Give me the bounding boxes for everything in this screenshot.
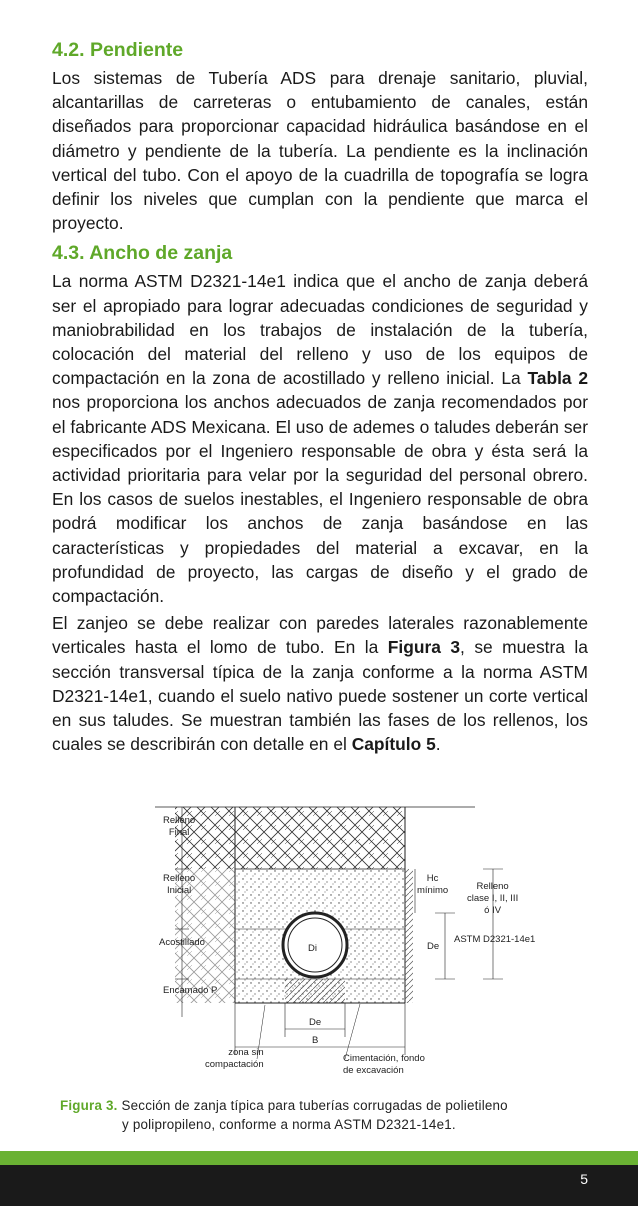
tabla-2-ref: Tabla 2 (527, 368, 589, 389)
label-relleno-inicial: Relleno Inicial (163, 873, 196, 896)
label-cimentacion: Cimentación, fondo de excavación (343, 1053, 425, 1076)
figure-caption (60, 1096, 590, 1134)
figura-3-ref: Figura 3 (387, 637, 461, 658)
label-di: Di (308, 943, 317, 954)
page-content (52, 38, 588, 759)
trench-diagram (145, 797, 565, 1097)
section-title-ancho-zanja: 4.3. Ancho de zanja (52, 242, 233, 265)
paragraph-ancho-zanja-1: La norma ASTM D2321-14e1 indica que el ancho de zanja deberá ser el apropiado para lograr adecuadas condiciones de seguridad y maniobrabilidad en los trabajos de instalación de la tubería, colocación del material del relleno y uso de los equipos de compactación en la zona de acostillado y relleno inicial. La Tabla 2 nos proporciona los anchos adecuados de zanja recomendados por el fabricante ADS Mexicana. El uso de ademes o taludes deberán ser especificados por el Ingeniero responsable de obra y ésta será la actividad prioritaria para velar por la seguridad del personal obrero. En los casos de suelos inestables, el Ingeniero responsable de obra podrá modificar los anchos de zanja basándose en las características y propiedades del material a excavar, en la profundidad de proyecto, las cargas de diseño y el grado de compactación. (52, 271, 589, 607)
label-de-bottom: De (309, 1017, 322, 1028)
page-number: 5 (580, 1171, 588, 1187)
paragraph-ancho-zanja-2: El zanjeo se debe realizar con paredes laterales razonablemente verticales hasta el lomo de tubo. En la Figura 3, se muestra la sección transversal típica de la zanja conforme a la norma ASTM D2321-14e1, cuando el suelo nativo puede sostener un corte vertical en sus taludes. Se muestran también las fases de los rellenos, los cuales se describirán con detalle en el Capítulo 5. (52, 613, 588, 755)
caption-figure-number: Figura 3. (60, 1098, 118, 1113)
label-acostillado: Acostillado (159, 937, 205, 948)
capitulo-5-ref: Capítulo 5 (351, 734, 436, 755)
label-de-right: De (427, 941, 440, 952)
label-hc: Hc mínimo (417, 873, 449, 896)
label-astm: ASTM D2321-14e1 (454, 934, 536, 945)
label-b: B (312, 1035, 319, 1046)
label-encamado: Encamado P (163, 985, 218, 996)
caption-line-1: Sección de zanja típica para tuberías corrugadas de polietileno (117, 1098, 508, 1113)
label-relleno-final: Relleno Final (163, 815, 196, 838)
section-title-pendiente: 4.2. Pendiente (52, 39, 184, 61)
paragraph-pendiente: Los sistemas de Tubería ADS para drenaje sanitario, pluvial, alcantarillas de carreteras o entubamiento de canales, están diseñados para proporcionar capacidad hidráulica basándose en el diámetro y pendiente de la tubería. La pendiente es la inclinación vertical del tubo. Con el apoyo de la cuadrilla de topografía se logra definir los niveles que cumplan con la pendiente que marca el proyecto. (52, 68, 588, 234)
footer-green-bar (0, 1151, 638, 1165)
relleno-final-zone (175, 807, 405, 869)
footer-black-bar (0, 1165, 638, 1206)
caption-line-2: y polipropileno, conforme a norma ASTM D2321-14e1. (122, 1117, 456, 1132)
label-zona-sin: zona sin compactación (205, 1047, 264, 1070)
label-relleno-clase: Relleno clase I, II, III ó IV (467, 881, 519, 916)
